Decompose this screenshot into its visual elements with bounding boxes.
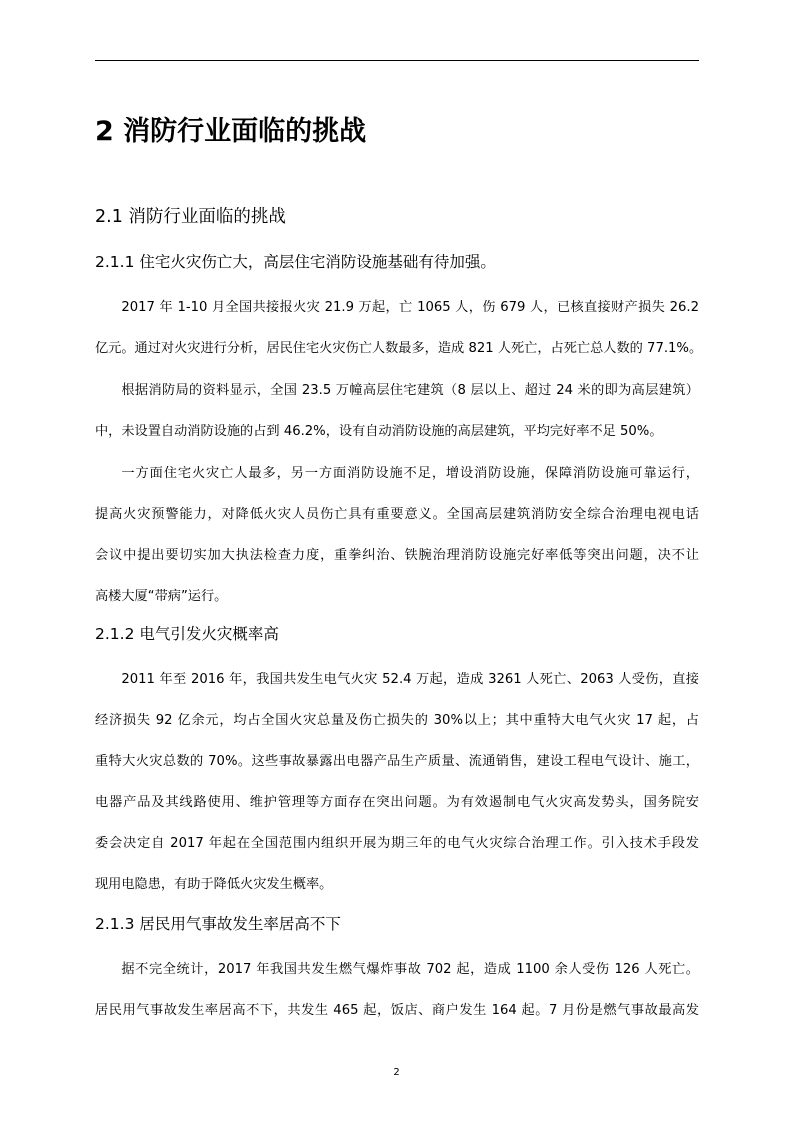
paragraph (95, 949, 699, 1031)
paragraph-line: 电器产品及其线路使用、维护管理等方面存在突出问题。为有效遏制电气火灾高发势头，国务院安 (95, 795, 699, 810)
paragraph-line: 2017 年 1-10 月全国共接报火灾 21.9 万起，亡 1065 人，伤 679 人，已核直接财产损失 26.2 (121, 300, 699, 315)
chapter-heading: 2 消防行业面临的挑战 (95, 116, 367, 147)
paragraph-line: 中，未设置自动消防设施的占到 46.2%，设有自动消防设施的高层建筑，平均完好率不足 50%。 (95, 424, 663, 439)
paragraph-line: 2011 年至 2016 年，我国共发生电气火灾 52.4 万起，造成 3261 人死亡、2063 人受伤，直接 (121, 672, 699, 687)
paragraph-line: 提高火灾预警能力，对降低火灾人员伤亡具有重要意义。全国高层建筑消防安全综合治理电视电话 (95, 507, 699, 522)
paragraph-line: 委会决定自 2017 年起在全国范围内组织开展为期三年的电气火灾综合治理工作。引入技术手段发 (95, 836, 699, 851)
paragraph-line: 亿元。通过对火灾进行分析，居民住宅火灾伤亡人数最多，造成 821 人死亡，占死亡总人数的 77.1%。 (95, 341, 703, 356)
paragraph-line: 会议中提出要切实加大执法检查力度，重拳纠治、铁腕治理消防设施完好率低等突出问题，决不让 (95, 548, 699, 563)
subsection-heading-2-1-2: 2.1.2 电气引发火灾概率高 (95, 625, 279, 643)
paragraph-line: 现用电隐患，有助于降低火灾发生概率。 (95, 877, 333, 892)
paragraph (95, 659, 699, 905)
paragraph-line: 根据消防局的资料显示，全国 23.5 万幢高层住宅建筑（8 层以上、超过 24 米的即为高层建筑） (121, 383, 699, 398)
paragraph-line: 高楼大厦“带病”运行。 (95, 589, 228, 604)
paragraph-line: 居民用气事故发生率居高不下，共发生 465 起，饭店、商户发生 164 起。7 月份是燃气事故最高发 (95, 1003, 699, 1018)
paragraph (95, 370, 699, 452)
header-rule (95, 60, 699, 61)
page-number: 2 (393, 1067, 400, 1078)
paragraph (95, 453, 699, 617)
paragraph (95, 287, 703, 369)
paragraph-line: 一方面住宅火灾亡人最多，另一方面消防设施不足，增设消防设施，保障消防设施可靠运行， (121, 466, 699, 481)
paragraph-line: 经济损失 92 亿余元，均占全国火灾总量及伤亡损失的 30%以上；其中重特大电气火灾 17 起，占 (95, 713, 699, 728)
subsection-heading-2-1-1: 2.1.1 住宅火灾伤亡大，高层住宅消防设施基础有待加强。 (95, 253, 496, 271)
paragraph-line: 重特大火灾总数的 70%。这些事故暴露出电器产品生产质量、流通销售，建设工程电气设计、施工， (95, 754, 699, 769)
subsection-heading-2-1-3: 2.1.3 居民用气事故发生率居高不下 (95, 915, 341, 933)
section-heading: 2.1 消防行业面临的挑战 (95, 207, 286, 227)
paragraph-line: 据不完全统计，2017 年我国共发生燃气爆炸事故 702 起，造成 1100 余人受伤 126 人死亡。 (121, 962, 699, 977)
